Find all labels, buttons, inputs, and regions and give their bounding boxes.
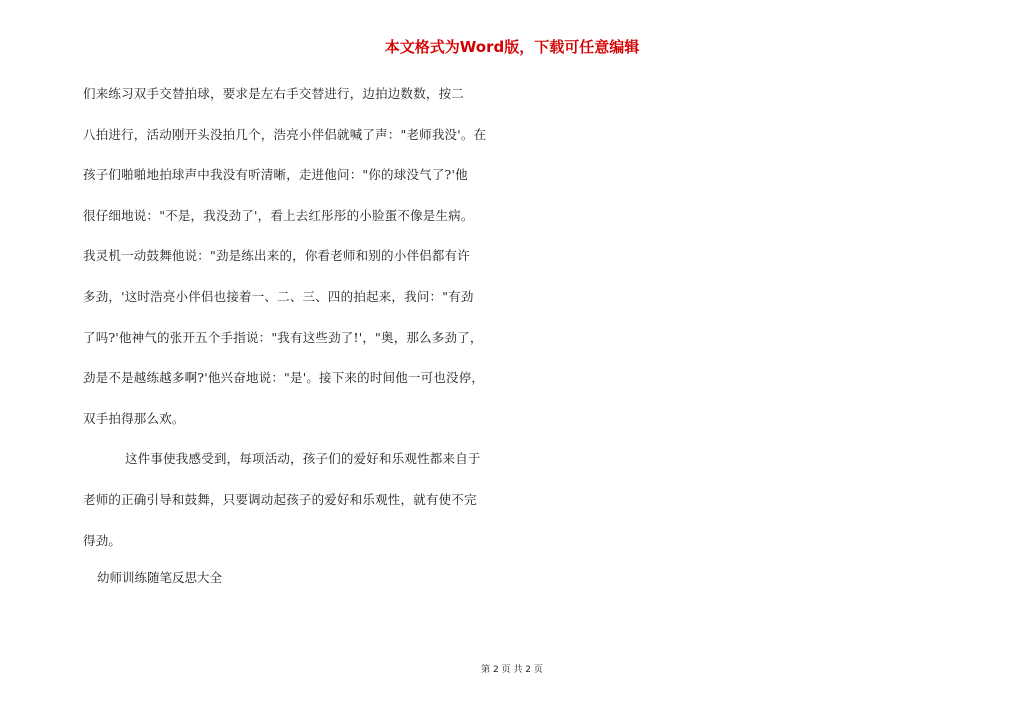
document-body: [83, 82, 523, 569]
page-number-footer: 第 2 页 共 2 页: [481, 665, 543, 675]
paragraph-line: 老师的正确引导和鼓舞，只要调动起孩子的爱好和乐观性，就有使不完: [83, 491, 477, 507]
paragraph-line: 这件事使我感受到，每项活动，孩子们的爱好和乐观性都来自于: [125, 451, 481, 467]
paragraph-line: 们来练习双手交替拍球，要求是左右手交替进行，边拍边数数，按二: [83, 86, 465, 101]
paragraph-line: 我灵机一动鼓舞他说："劲是练出来的，你看老师和别的小伴侣都有许: [83, 248, 470, 264]
paragraph-line: 双手拍得那么欢。: [83, 410, 185, 426]
paragraph-line: 孩子们啪啪地拍球声中我没有听清晰，走进他问："你的球没气了?'他: [83, 167, 468, 183]
document-header-title: 本文格式为Word版，下载可任意编辑: [384, 38, 640, 56]
paragraph-line: 得劲。: [83, 532, 122, 548]
paragraph-line: 很仔细地说："不是，我没劲了'，看上去红彤彤的小脸蛋不像是生病。: [83, 207, 474, 223]
paragraph-line: 八拍进行，活动刚开头没拍几个，浩亮小伴侣就喊了声："老师我没'。在: [83, 126, 487, 142]
paragraph-line: 多劲，'这时浩亮小伴侣也接着一、二、三、四的拍起来，我问："有劲: [83, 288, 474, 304]
paragraph-line: 劲是不是越练越多啊?'他兴奋地说："是'。接下来的时间他一可也没停，: [83, 370, 485, 386]
paragraph-line: 了吗?'他神气的张开五个手指说："我有这些劲了!'，"奥，那么多劲了，: [83, 329, 483, 345]
section-subtitle: 幼师训练随笔反思大全: [97, 570, 223, 585]
